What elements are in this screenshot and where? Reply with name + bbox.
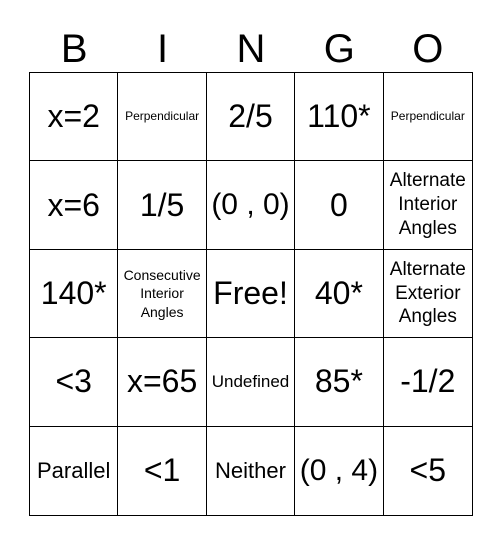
header-letter-n: N xyxy=(236,27,266,71)
bingo-cell-r1-c5[interactable]: Perpendicular xyxy=(384,73,472,161)
header-letter-g: G xyxy=(323,27,355,71)
header-letter-i: I xyxy=(157,27,169,71)
bingo-header xyxy=(30,26,472,72)
bingo-board xyxy=(29,72,473,516)
bingo-cell-r3-c5[interactable]: Alternate Exterior Angles xyxy=(384,250,472,338)
bingo-cell-r1-c3[interactable]: 2/5 xyxy=(207,73,295,161)
bingo-cell-r4-c4[interactable]: 85* xyxy=(295,338,383,426)
header-letter-o: O xyxy=(412,27,444,71)
bingo-cell-r1-c4[interactable]: 110* xyxy=(295,73,383,161)
bingo-cell-r4-c3[interactable]: Undefined xyxy=(207,338,295,426)
bingo-cell-r4-c2[interactable]: x=65 xyxy=(118,338,206,426)
bingo-cell-r3-c4[interactable]: 40* xyxy=(295,250,383,338)
bingo-cell-r2-c2[interactable]: 1/5 xyxy=(118,161,206,249)
bingo-cell-r2-c4[interactable]: 0 xyxy=(295,161,383,249)
bingo-cell-r3-c3-free-space[interactable]: Free! xyxy=(207,250,295,338)
bingo-cell-r1-c1[interactable]: x=2 xyxy=(30,73,118,161)
bingo-cell-r4-c1[interactable]: <3 xyxy=(30,338,118,426)
bingo-cell-r3-c1[interactable]: 140* xyxy=(30,250,118,338)
bingo-cell-r1-c2[interactable]: Perpendicular xyxy=(118,73,206,161)
bingo-cell-r2-c5[interactable]: Alternate Interior Angles xyxy=(384,161,472,249)
bingo-cell-r3-c2[interactable]: Consecutive Interior Angles xyxy=(118,250,206,338)
bingo-cell-r5-c4[interactable]: (0 , 4) xyxy=(295,427,383,515)
header-letter-b: B xyxy=(60,27,88,71)
bingo-cell-r5-c1[interactable]: Parallel xyxy=(30,427,118,515)
bingo-cell-r2-c3[interactable]: (0 , 0) xyxy=(207,161,295,249)
bingo-cell-r2-c1[interactable]: x=6 xyxy=(30,161,118,249)
bingo-cell-r4-c5[interactable]: -1/2 xyxy=(384,338,472,426)
bingo-cell-r5-c2[interactable]: <1 xyxy=(118,427,206,515)
bingo-cell-r5-c3[interactable]: Neither xyxy=(207,427,295,515)
bingo-cell-r5-c5[interactable]: <5 xyxy=(409,452,447,489)
